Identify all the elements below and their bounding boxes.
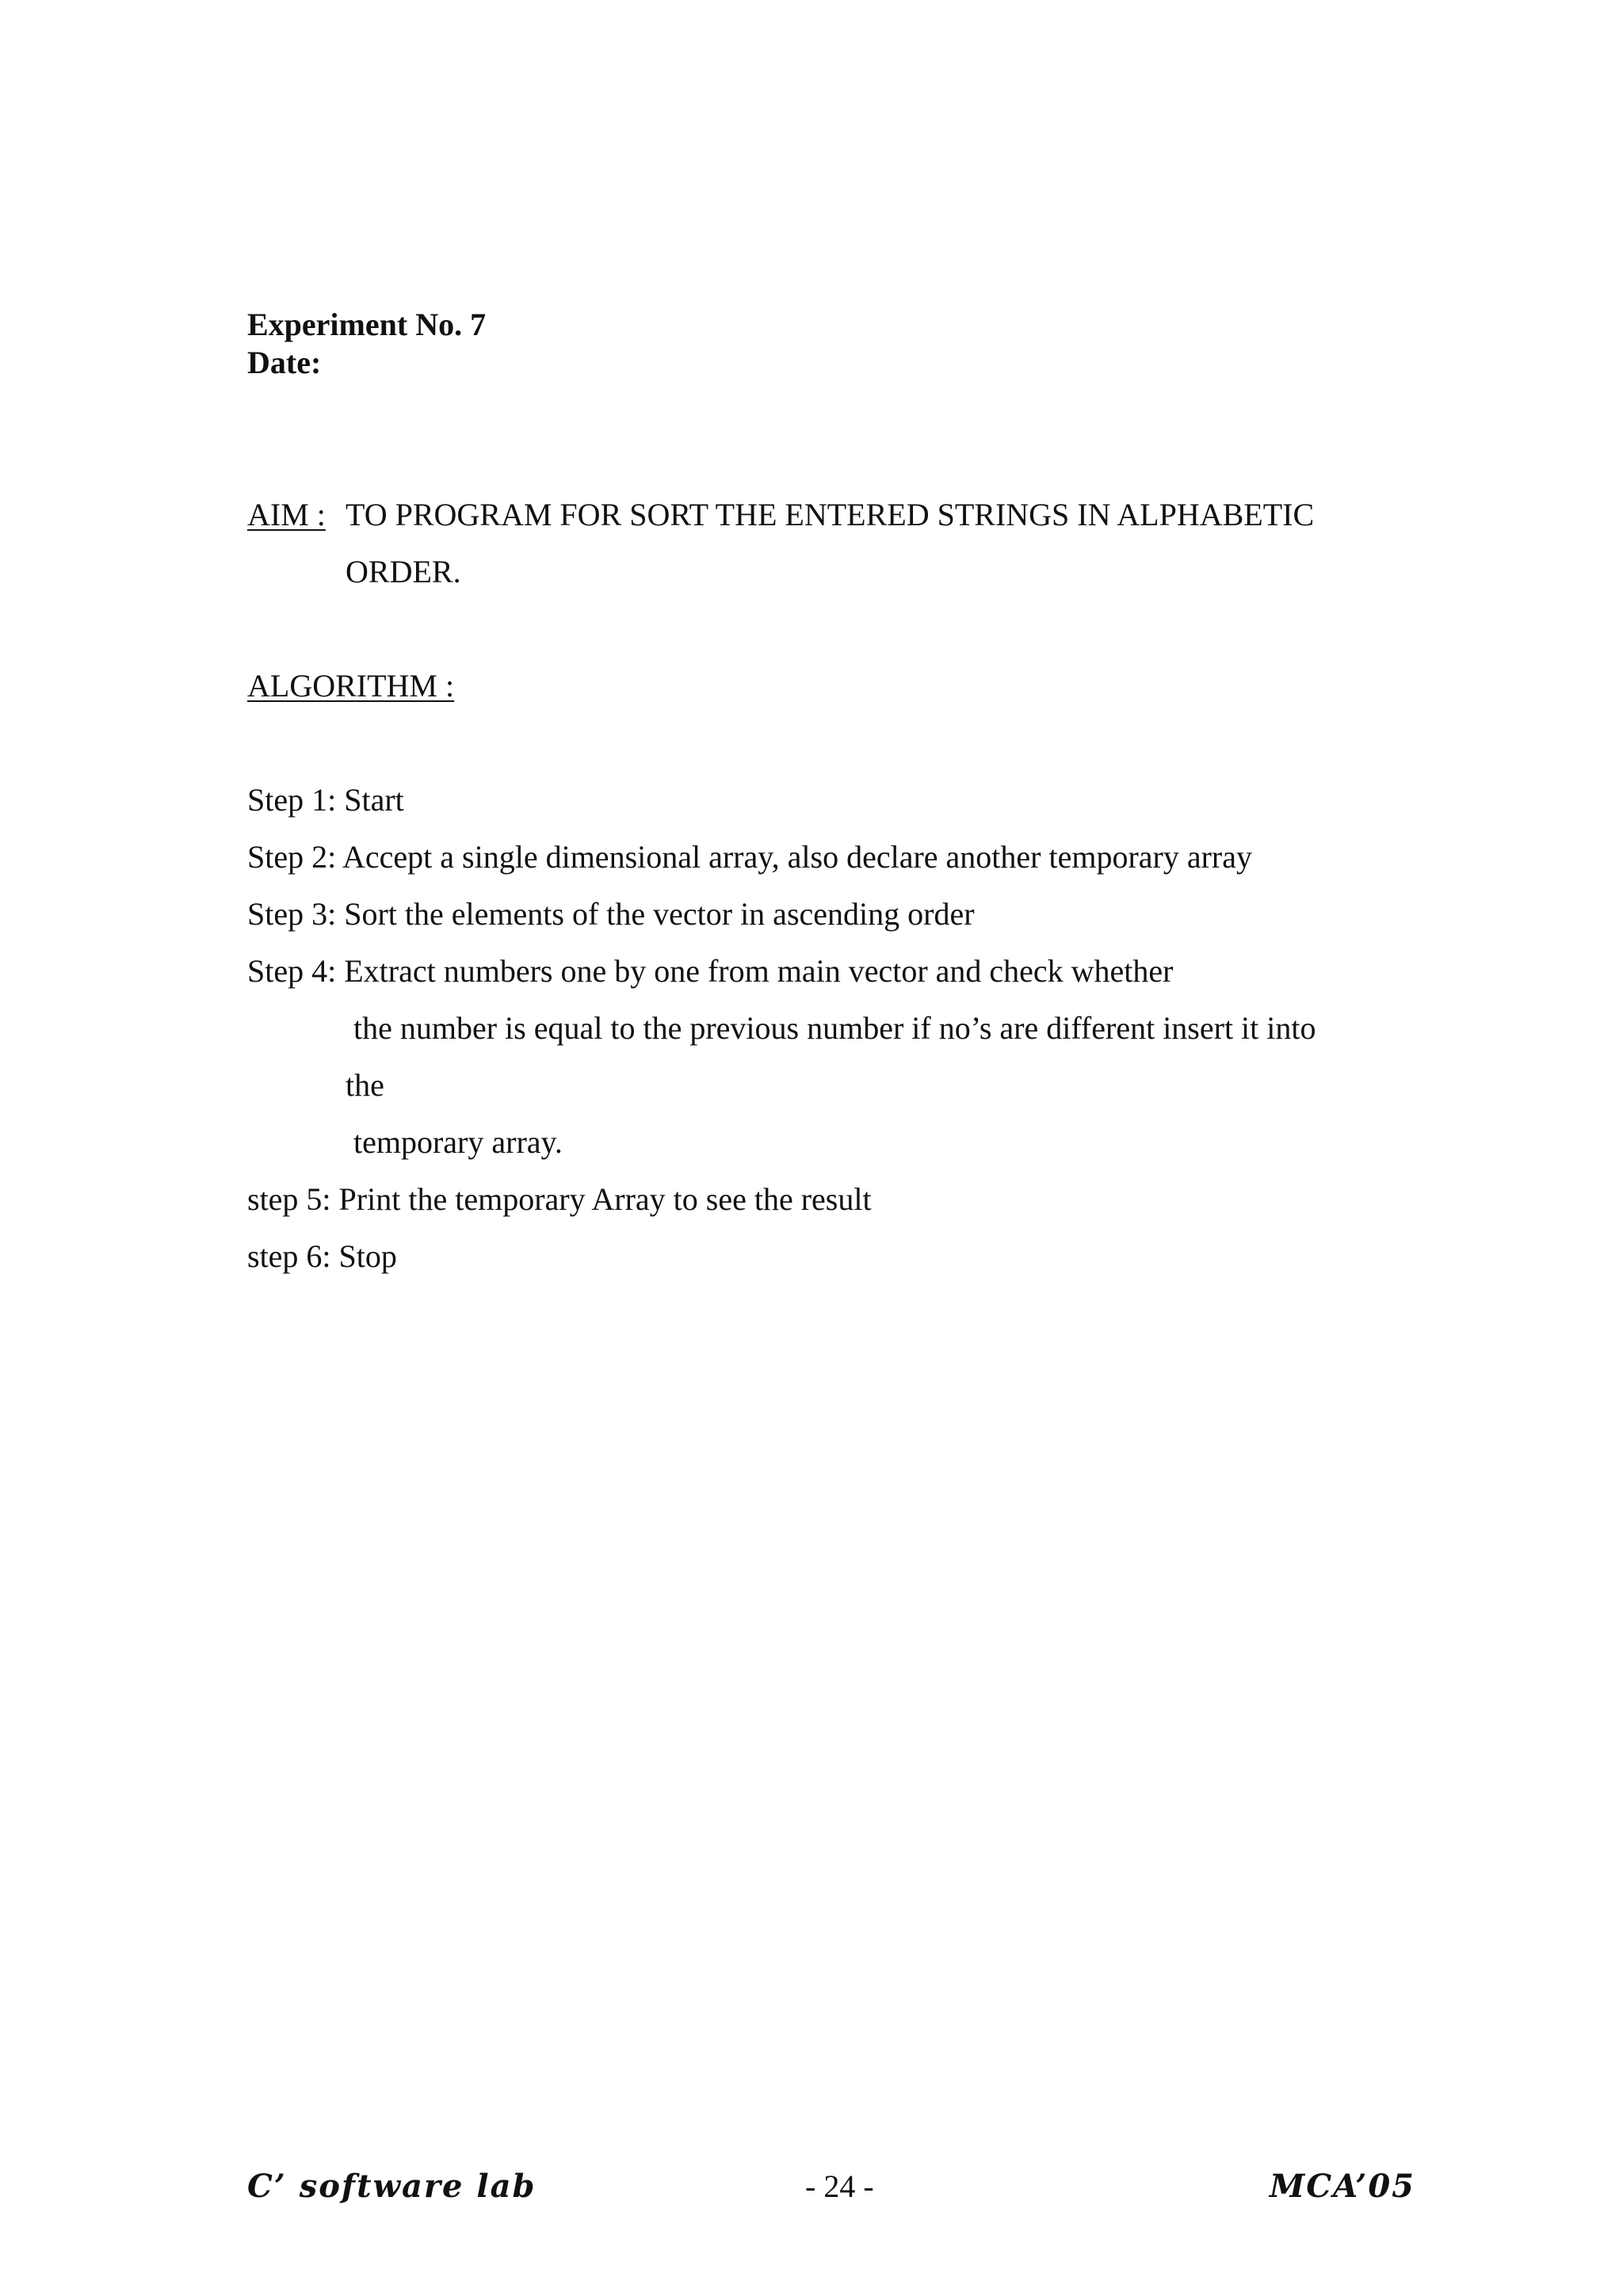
algorithm-step-4-cont-2: the xyxy=(346,1067,384,1103)
page-number: - 24 - xyxy=(805,2168,874,2204)
algorithm-heading: ALGORITHM : xyxy=(247,668,455,704)
algorithm-step-4-cont-3: temporary array. xyxy=(353,1124,563,1160)
aim-text-line-2: ORDER. xyxy=(346,554,461,589)
aim-text-line-1: TO PROGRAM FOR SORT THE ENTERED STRINGS IN ALPHABETIC xyxy=(346,497,1315,532)
date-label: Date: xyxy=(247,345,322,380)
algorithm-step-4: Step 4: Extract numbers one by one from main vector and check whether xyxy=(247,953,1174,989)
algorithm-step-1: Step 1: Start xyxy=(247,782,404,818)
algorithm-step-4-cont-1: the number is equal to the previous number if no’s are different insert it into xyxy=(353,1010,1316,1046)
algorithm-step-5: step 5: Print the temporary Array to see the result xyxy=(247,1181,872,1217)
algorithm-step-3: Step 3: Sort the elements of the vector in ascending order xyxy=(247,896,975,932)
footer-right: MCA’05 xyxy=(1270,2168,1415,2205)
footer-left: C’ software lab xyxy=(247,2168,537,2205)
aim-label: AIM : xyxy=(247,497,326,532)
algorithm-step-6: step 6: Stop xyxy=(247,1238,397,1274)
experiment-number: Experiment No. 7 xyxy=(247,307,487,342)
algorithm-step-2: Step 2: Accept a single dimensional array, also declare another temporary array xyxy=(247,839,1253,875)
